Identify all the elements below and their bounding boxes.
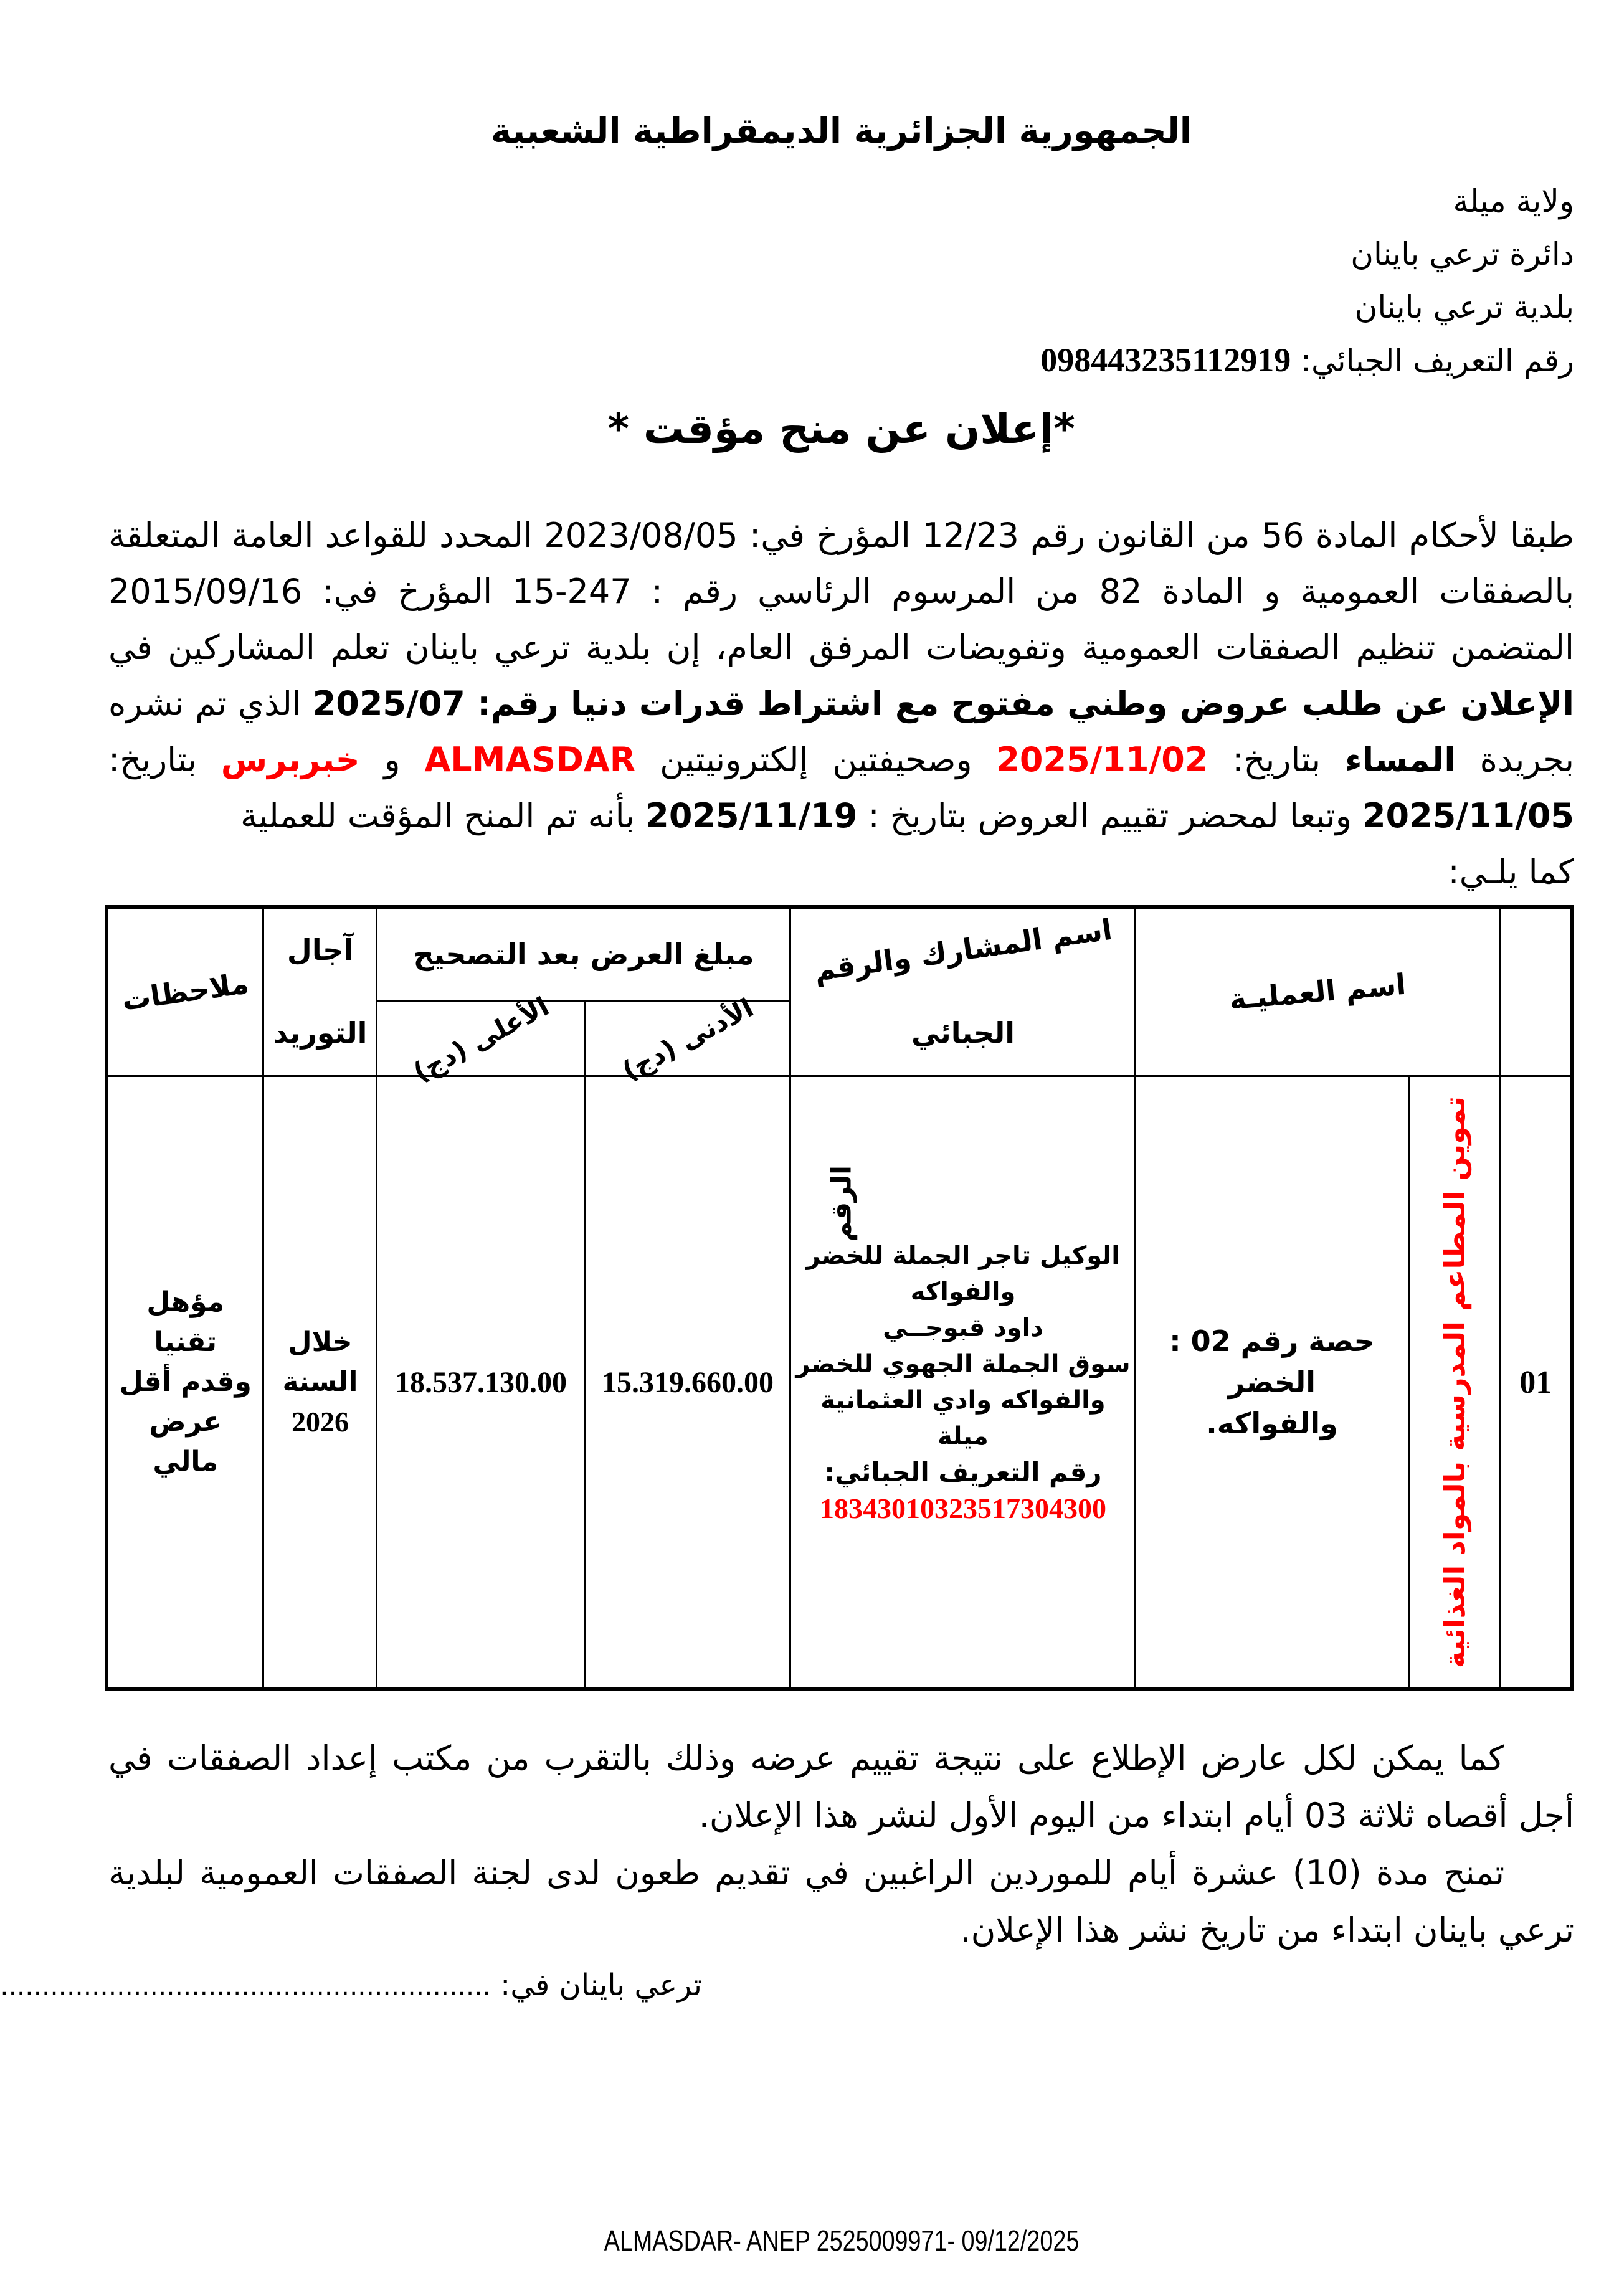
document-page (0, 111, 1614, 2296)
col-header-amount: مبلغ العرض بعد التصحيح (377, 907, 790, 1001)
closing-block (108, 1730, 1574, 1959)
col-header-operation (1136, 907, 1500, 1076)
notes-line3: عرض مالي (149, 1406, 222, 1478)
intro-date-publication: 2025/11/02 (996, 740, 1208, 779)
col-header-bidder-line2: الجبائي (911, 1016, 1015, 1050)
col-header-bidder-line1: اسم المشارك والرقم (812, 912, 1114, 988)
intro-site-almasdar: ALMASDAR (424, 740, 636, 779)
intro-seg-3: الذي تم نشره بجريدة (108, 684, 1575, 779)
col-header-operation-label: اسم العمليـة (1228, 967, 1408, 1017)
col-header-notes (107, 907, 263, 1076)
intro-seg-13: وتبعا لمحضر تقييم العروض بتاريخ : (857, 796, 1362, 835)
col-header-notes-label: ملاحظات (120, 966, 251, 1018)
col-header-max-amount (377, 990, 585, 1088)
agency-block (108, 175, 1574, 387)
tax-id-label: رقم التعريف الجبائي: (1291, 343, 1574, 379)
intro-seg-15: بأنه تم المنح المؤقت للعملية (240, 796, 646, 835)
tax-id-line (108, 334, 1574, 387)
tax-id-value: 098443235112919 (1040, 341, 1291, 379)
daira-line: دائرة ترعي باينان (1351, 236, 1574, 272)
intro-seg-7: وصحيفتين إلكترونيتين (635, 740, 997, 779)
notes-line1: مؤهل تقنيا (146, 1286, 225, 1359)
delay-line2: السنة (282, 1366, 358, 1398)
row-number-cell: 01 (1500, 1076, 1572, 1689)
award-table (105, 905, 1574, 1691)
col-header-delay-line2: التوريد (273, 1016, 368, 1050)
bidder-line5: والفواكه وادي العثمانية ميلة (820, 1386, 1106, 1451)
signature-label: ترعي باينان في: (490, 1968, 702, 2003)
col-header-delay (263, 907, 377, 1076)
max-amount-cell: 18.537.130.00 (377, 1076, 585, 1689)
intro-seg-tender-title: الإعلان عن طلب عروض وطني مفتوح مع اشتراط قدرات دنيا رقم: 2025/07 (312, 684, 1574, 723)
col-header-max-label: الأعلى (دج) (408, 990, 554, 1088)
operation-vertical-cell (1408, 1076, 1500, 1689)
lot-cell (1136, 1076, 1408, 1689)
intro-paragraph (108, 508, 1574, 844)
intro-seg-newspaper: المساء (1345, 740, 1456, 779)
signature-dotted-line: ........................................................... (0, 1971, 491, 2002)
closing-paragraph-2: تمنح مدة (10) عشرة أيام للموردين الراغبين في تقديم طعون لدى لجنة الصفقات العمومية لبلدية ترعي باينان ابتداء من تاريخ نشر هذا الإعلان. (108, 1853, 1574, 1950)
intro-tail: كما يلـي: (1448, 852, 1574, 891)
lot-line2: والفواكه. (1206, 1407, 1338, 1441)
bidder-line4: سوق الجملة الجهوي للخضر (795, 1350, 1131, 1379)
col-header-number-label: الرقم (825, 1165, 857, 1242)
anep-footer (69, 2224, 1614, 2257)
col-header-min-amount (585, 992, 790, 1087)
intro-seg-5: بتاريخ: (1208, 740, 1345, 779)
page-title: *إعلان عن منح مؤقت * (607, 405, 1075, 453)
col-header-delay-line1: آجال (287, 933, 354, 967)
intro-date-2: 2025/11/05 (1362, 796, 1574, 835)
intro-seg-11: بتاريخ: (108, 740, 221, 779)
col-header-bidder (790, 907, 1136, 1076)
delay-cell (263, 1076, 377, 1689)
bidder-nif-label: رقم التعريف الجبائي: (824, 1457, 1102, 1488)
republic-header: الجمهورية الجزائرية الديمقراطية الشعبية (491, 111, 1192, 151)
col-header-min-label: الأدنى (دج) (617, 992, 759, 1087)
notes-line2: وقدم أقل (119, 1366, 252, 1398)
bidder-nif-value: 18343010323517304300 (819, 1492, 1106, 1525)
wilaya-line: ولاية ميلة (1453, 183, 1574, 219)
signature-line (0, 1968, 1574, 2003)
commune-line: بلدية ترعي باينان (1354, 289, 1574, 325)
lot-line1: حصة رقم 02 : الخضر (1169, 1324, 1375, 1400)
bidder-line1: الوكيل تاجر الجملة للخضر (805, 1241, 1121, 1271)
anep-footer-text: ALMASDAR- ANEP 2525009971- 09/12/2025 (604, 2224, 1079, 2257)
delay-line1: خلال (288, 1326, 353, 1359)
delay-year: 2026 (291, 1406, 349, 1438)
intro-seg-1: طبقا لأحكام المادة 56 من القانون رقم 12/23 المؤرخ في: 2023/08/05 المحدد للقواعد العامة المتعلقة بالصفقات العمومية و المادة 82 من المرسوم الرئاسي رقم : 247-15 المؤرخ في: 2015/09/16 المتضمن تنظيم الصفقات العمومية وتفويضات المرفق العام، إن بلدية ترعي باينان تعلم المشاركين في (108, 516, 1575, 667)
min-amount-cell: 15.319.660.00 (585, 1076, 790, 1689)
closing-paragraph-1: كما يمكن لكل عارض الإطلاع على نتيجة تقييم عرضه وذلك بالتقرب من مكتب إعداد الصفقات في أجل أقصاه ثلاثة 03 أيام ابتداء من اليوم الأول لنشر هذا الإعلان. (108, 1739, 1574, 1836)
bidder-line2: والفواكه (910, 1278, 1016, 1307)
intro-site-khabarpress: خبربرس (221, 740, 360, 779)
operation-vertical-label: تموين المطاعم المدرسية بالمواد الغذائية (1437, 1096, 1471, 1669)
intro-date-evaluation: 2025/11/19 (645, 796, 858, 835)
intro-seg-9: و (359, 740, 425, 779)
notes-cell (107, 1076, 263, 1689)
bidder-line3: داود قبوجــي (883, 1314, 1043, 1343)
